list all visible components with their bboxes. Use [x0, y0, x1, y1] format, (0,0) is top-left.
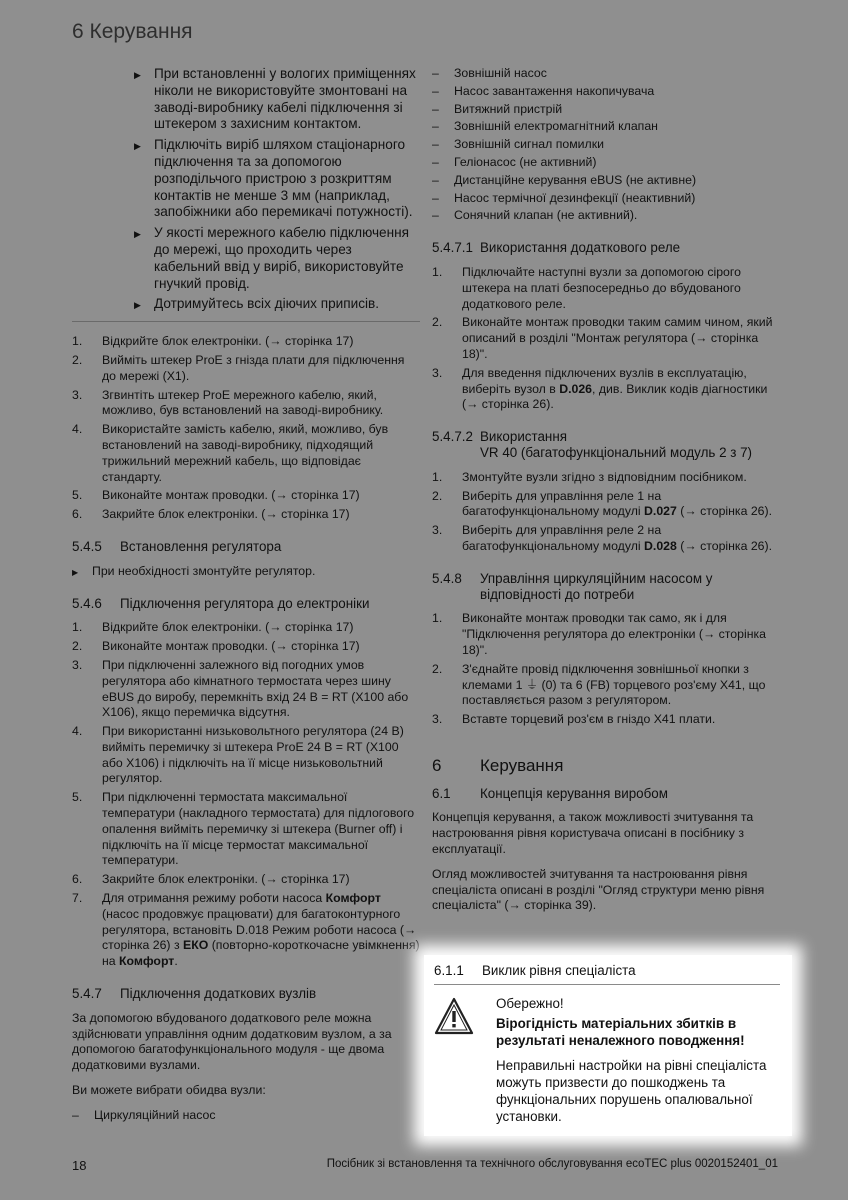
list-item: 2. З'єднайте провід підключення зовнішньої кнопки з клемами 1 ⏚ (0) та 6 (FB) торцевого роз'єму X41, що поставляється разом з регулятором.: [432, 661, 766, 708]
warning-title: Обережно!: [496, 996, 564, 1011]
warning-triangle-icon: [434, 997, 474, 1035]
warning-callout: [424, 955, 792, 1136]
warning-text: [496, 995, 786, 1125]
list-item: 5. Виконайте монтаж проводки. (→ сторінка 17): [72, 488, 360, 503]
list-item: – Геліонасос (не активний): [432, 155, 780, 171]
section-heading-545: 5.4.5 Встановлення регулятора: [72, 538, 282, 554]
list-item: 2. Виберіть для управління реле 1 на багатофункціональному модулі D.027 (→ сторінка 26).: [432, 488, 773, 519]
list-item: – Зовнішній сигнал помилки: [432, 137, 780, 153]
warning-subtitle: Вірогідність матеріальних збитків в результаті неналежного поводження!: [496, 1016, 745, 1048]
components-list-cont: [432, 66, 780, 224]
chapter-heading-6: 6 Керування: [432, 755, 564, 775]
list-item: 1. Підключайте наступні вузли за допомогою сірого штекера на платі безпосередньо до вбудованого додаткового реле.: [432, 264, 741, 311]
right-column: [432, 66, 780, 923]
list-item: 5. При підключенні термостата максимальної температури (накладного термостата) для підлогового опалення вийміть перемичку зі штекера (Burner off) і підключіть на її місце термостат максимальної температури.: [72, 790, 415, 868]
list-item: 6. Закрийте блок електроніки. (→ сторінка 17): [72, 507, 350, 522]
list-item: 4. Використайте замість кабелю, який, можливо, був встановлений на заводі-виробнику, підходящий трижильний мережний кабель, що відповідає стандарту.: [72, 422, 389, 484]
list-item: 3. Вставте торцевий роз'єм в гніздо X41 плати.: [432, 712, 716, 727]
list-item: 7. Для отримання режиму роботи насоса Комфорт (насос продовжує працювати) для багатоконтурного регулятора, встановіть D.018 Режим роботи насоса (→ сторінка 26) з ЕКО (повторно-короткочасне увімкнення) на Комфорт.: [72, 891, 420, 969]
list-item: – Циркуляційний насос: [72, 1108, 420, 1124]
list-item: 2. Виконайте монтаж проводки таким самим чином, який описаний в розділі "Монтаж регулятора (→ сторінка 18)".: [432, 315, 773, 361]
list-item: – Сонячний клапан (не активний).: [432, 208, 780, 224]
list-item: ▶ При встановленні у вологих приміщеннях ніколи не використовуйте змонтовані на заводі-виробнику кабелі підключення зі штекером з захисним контактом.: [134, 66, 420, 133]
section-heading-5472: 5.4.7.2 Використання VR 40 (багатофункціональний модуль 2 з 7): [432, 429, 753, 460]
paragraph: Огляд можливостей зчитування та настроювання рівня спеціаліста описані в розділі "Огляд структури меню рівня спеціаліста" (→ сторінка 39).: [432, 866, 765, 913]
safety-bullets: [134, 66, 420, 313]
list-item: 3. Для введення підключених вузлів в експлуатацію, виберіть вузол в D.026, див. Виклик кодів діагностики (→ сторінка 26).: [432, 365, 768, 412]
list-item: – Зовнішній насос: [432, 66, 780, 82]
list-item: 1. Відкрийте блок електроніки. (→ сторінка 17): [72, 620, 354, 635]
paragraph: За допомогою вбудованого додаткового реле можна здійснювати управління одним додатковим вузлом, а за допомогою багатофункціонального модуля - ще двома додатковими вузлами.: [72, 1010, 392, 1073]
page-number: 18: [72, 1158, 87, 1173]
list-item: 3. Згвинтіть штекер ProE мережного кабелю, який, можливо, був встановлений на заводі-виробнику.: [72, 387, 384, 418]
section-heading-611: 6.1.1 Виклик рівня спеціаліста: [434, 963, 780, 985]
paragraph: Ви можете вибрати обидва вузли:: [72, 1083, 266, 1098]
section-heading-61: 6.1 Концепція керування виробом: [432, 785, 668, 801]
components-list: [72, 1108, 420, 1124]
regulator-steps: [72, 620, 420, 970]
section-heading-548: 5.4.8 Управління циркуляційним насосом у відповідності до потреби: [432, 570, 713, 602]
list-item: 4. При використанні низьковольтного регулятора (24 В) вийміть перемичку зі штекера ProE 24 В = RT (X100 або X106) і підключіть на її місце низьковольтний регулятор.: [72, 724, 404, 786]
list-item: ▶ У якості мережного кабелю підключення до мережі, що проходить через кабельний ввід у виріб, використовуйте гнучкий провід.: [134, 225, 420, 292]
list-item: 1. Виконайте монтаж проводки так само, як і для "Підключення регулятора до електроніки (→ сторінка 18)".: [432, 611, 766, 657]
list-item: – Насос термічної дезинфекції (неактивний): [432, 191, 780, 207]
list-item: 6. Закрийте блок електроніки. (→ сторінка 17): [72, 872, 350, 887]
vr40-steps: [432, 470, 780, 555]
instruction: ▶ При необхідності змонтуйте регулятор.: [72, 564, 420, 580]
pump-steps: [432, 611, 780, 728]
page-header: 6 Керування: [72, 20, 193, 43]
paragraph: Концепція керування, а також можливості зчитування та настроювання рівня користувача описані в посібнику з експлуатації.: [432, 810, 754, 857]
relay-steps: [432, 265, 780, 413]
section-heading-546: 5.4.6 Підключення регулятора до електроніки: [72, 595, 370, 611]
list-item: 1. Змонтуйте вузли згідно з відповідним посібником.: [432, 469, 747, 484]
list-item: 2. Виконайте монтаж проводки. (→ сторінка 17): [72, 639, 360, 654]
left-column: [72, 66, 420, 1126]
list-item: 3. При підключенні залежного від погодних умов регулятора або кімнатного термостата через шину eBUS до виробу, перемкніть вхід 24 В = RT (X100 або X106), якщо перемичка відсутня.: [72, 657, 409, 720]
section-heading-5471: 5.4.7.1 Використання додаткового реле: [432, 240, 681, 256]
divider: [72, 321, 420, 322]
warning-body: Неправильні настройки на рівні спеціаліста можуть призвести до пошкоджень та функціональних порушень опалювальної установки.: [496, 1058, 767, 1124]
list-item: 3. Виберіть для управління реле 2 на багатофункціональному модулі D.028 (→ сторінка 26).: [432, 523, 773, 553]
list-item: – Насос завантаження накопичувача: [432, 84, 780, 100]
list-item: – Дистанційне керування eBUS (не активне): [432, 173, 780, 189]
list-item: – Зовнішній електромагнітний клапан: [432, 119, 780, 135]
list-item: ▶ Дотримуйтесь всіх діючих приписів.: [134, 296, 420, 313]
section-heading-547: 5.4.7 Підключення додаткових вузлів: [72, 986, 317, 1002]
list-item: ▶ Підключіть виріб шляхом стаціонарного підключення та за допомогою розподільчого пристрою з розкриттям контактів не менше 3 мм (наприклад, запобіжники або перемикачі потужності).: [134, 137, 420, 221]
list-item: – Витяжний пристрій: [432, 102, 780, 118]
document-title: Посібник зі встановлення та технічного обслуговування ecoTEC plus 0020152401_01: [326, 1158, 778, 1170]
list-item: 1. Відкрийте блок електроніки. (→ сторінка 17): [72, 334, 354, 349]
mains-steps: [72, 334, 420, 523]
list-item: 2. Вийміть штекер ProE з гнізда плати для підключення до мережі (X1).: [72, 352, 405, 383]
